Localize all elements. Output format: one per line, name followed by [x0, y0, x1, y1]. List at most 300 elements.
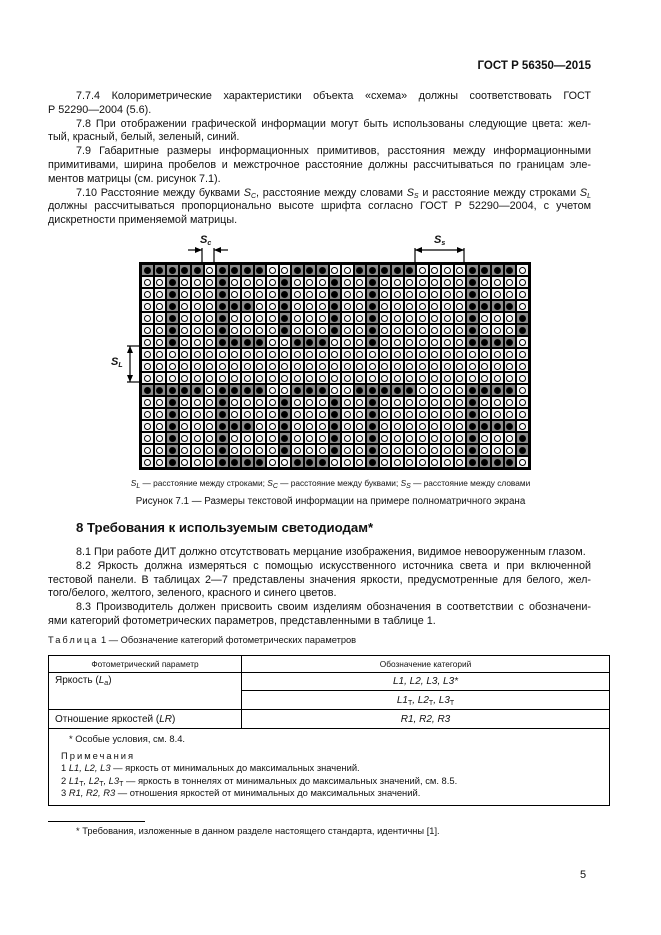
led-off	[179, 324, 192, 336]
page-footnote: * Требования, изложенные в данном разделе настоящего стандарта, идентичны [1].	[76, 826, 440, 836]
led-off	[404, 336, 417, 348]
led-off	[516, 456, 529, 468]
led-dot-icon	[331, 363, 338, 370]
led-dot-icon	[419, 267, 426, 274]
led-off	[141, 288, 154, 300]
led-on	[504, 420, 517, 432]
led-off	[279, 384, 292, 396]
led-dot-icon	[256, 351, 263, 358]
led-off	[304, 312, 317, 324]
led-off	[254, 420, 267, 432]
led-dot-icon	[419, 339, 426, 346]
led-off	[391, 348, 404, 360]
led-on	[166, 324, 179, 336]
led-off	[416, 264, 429, 276]
led-off	[204, 360, 217, 372]
led-off	[441, 372, 454, 384]
led-off	[354, 348, 367, 360]
led-dot-icon	[456, 435, 463, 442]
led-dot-icon	[256, 459, 263, 466]
led-off	[516, 276, 529, 288]
led-dot-icon	[269, 363, 276, 370]
led-on	[316, 264, 329, 276]
led-dot-icon	[381, 363, 388, 370]
led-off	[416, 324, 429, 336]
led-off	[179, 312, 192, 324]
led-dot-icon	[206, 315, 213, 322]
led-on	[466, 384, 479, 396]
led-on	[516, 312, 529, 324]
led-dot-icon	[444, 447, 451, 454]
led-off	[429, 300, 442, 312]
led-off	[441, 264, 454, 276]
led-dot-icon	[431, 411, 438, 418]
led-off	[341, 444, 354, 456]
led-dot-icon	[506, 351, 513, 358]
led-dot-icon	[169, 267, 176, 274]
led-off	[241, 432, 254, 444]
led-dot-icon	[169, 411, 176, 418]
led-dot-icon	[306, 351, 313, 358]
led-dot-icon	[394, 423, 401, 430]
led-on	[354, 264, 367, 276]
led-off	[329, 336, 342, 348]
led-dot-icon	[356, 351, 363, 358]
led-dot-icon	[194, 267, 201, 274]
led-dot-icon	[294, 363, 301, 370]
led-on	[466, 336, 479, 348]
led-on	[154, 384, 167, 396]
led-on	[466, 444, 479, 456]
led-on	[391, 264, 404, 276]
led-off	[391, 288, 404, 300]
led-dot-icon	[456, 411, 463, 418]
led-dot-icon	[519, 351, 526, 358]
led-dot-icon	[456, 279, 463, 286]
led-dot-icon	[144, 291, 151, 298]
led-dot-icon	[306, 459, 313, 466]
led-dot-icon	[519, 399, 526, 406]
table-cell: $L1_T$, $L2_T$, $L3_T$	[242, 691, 610, 710]
led-dot-icon	[469, 339, 476, 346]
led-dot-icon	[256, 435, 263, 442]
led-off	[254, 396, 267, 408]
led-dot-icon	[206, 291, 213, 298]
led-off	[291, 420, 304, 432]
led-off	[179, 444, 192, 456]
led-on	[241, 456, 254, 468]
led-dot-icon	[144, 363, 151, 370]
led-off	[241, 276, 254, 288]
led-off	[254, 408, 267, 420]
led-off	[279, 336, 292, 348]
table-cell: L1, L2, L3, L3*	[242, 673, 610, 691]
led-dot-icon	[206, 459, 213, 466]
led-dot-icon	[444, 399, 451, 406]
led-dot-icon	[219, 315, 226, 322]
led-off	[166, 372, 179, 384]
led-dot-icon	[319, 303, 326, 310]
led-dot-icon	[231, 339, 238, 346]
led-off	[504, 408, 517, 420]
led-dot-icon	[294, 447, 301, 454]
led-off	[416, 288, 429, 300]
led-dot-icon	[406, 363, 413, 370]
led-on	[291, 264, 304, 276]
led-off	[491, 372, 504, 384]
led-dot-icon	[169, 327, 176, 334]
led-dot-icon	[144, 375, 151, 382]
led-dot-icon	[419, 363, 426, 370]
led-off	[304, 432, 317, 444]
led-off	[154, 336, 167, 348]
led-off	[316, 432, 329, 444]
led-off	[516, 288, 529, 300]
led-dot-icon	[156, 339, 163, 346]
led-off	[441, 324, 454, 336]
led-dot-icon	[519, 447, 526, 454]
led-dot-icon	[256, 303, 263, 310]
led-off	[291, 372, 304, 384]
led-off	[141, 348, 154, 360]
led-on	[279, 300, 292, 312]
led-dot-icon	[219, 435, 226, 442]
led-dot-icon	[444, 459, 451, 466]
led-dot-icon	[419, 279, 426, 286]
led-dot-icon	[406, 279, 413, 286]
led-dot-icon	[331, 303, 338, 310]
led-dot-icon	[469, 399, 476, 406]
led-off	[166, 348, 179, 360]
led-dot-icon	[469, 375, 476, 382]
led-off	[379, 444, 392, 456]
symbol-sub: C	[250, 192, 257, 200]
led-off	[266, 396, 279, 408]
led-dot-icon	[369, 363, 376, 370]
led-dot-icon	[294, 375, 301, 382]
led-dot-icon	[369, 351, 376, 358]
led-on	[329, 444, 342, 456]
led-off	[391, 420, 404, 432]
led-dot-icon	[469, 459, 476, 466]
table-row	[49, 673, 610, 691]
led-dot-icon	[194, 291, 201, 298]
led-off	[279, 456, 292, 468]
led-dot-icon	[206, 279, 213, 286]
led-dot-icon	[144, 387, 151, 394]
led-dot-icon	[256, 387, 263, 394]
led-off	[266, 324, 279, 336]
led-off	[154, 444, 167, 456]
led-off	[504, 444, 517, 456]
led-off	[204, 276, 217, 288]
led-dot-icon	[506, 327, 513, 334]
led-dot-icon	[481, 375, 488, 382]
led-on	[304, 264, 317, 276]
led-off	[416, 444, 429, 456]
led-dot-icon	[381, 315, 388, 322]
led-off	[241, 372, 254, 384]
led-off	[329, 384, 342, 396]
led-off	[316, 312, 329, 324]
led-dot-icon	[481, 339, 488, 346]
text-line: 8.1 При работе ДИТ должно отсутствовать мерцание изображения, видимое невооруженным глазом.	[76, 546, 586, 558]
led-off	[404, 348, 417, 360]
led-on	[466, 264, 479, 276]
text-line: 7.8 При отображении графической информации могут быть использованы следующие цвета: жел-	[76, 117, 591, 130]
led-off	[516, 408, 529, 420]
led-off	[266, 276, 279, 288]
led-off	[229, 276, 242, 288]
led-on	[229, 456, 242, 468]
led-on	[366, 312, 379, 324]
led-dot-icon	[506, 387, 513, 394]
led-off	[266, 288, 279, 300]
led-off	[454, 300, 467, 312]
led-dot-icon	[281, 327, 288, 334]
led-dot-icon	[519, 279, 526, 286]
led-dot-icon	[444, 387, 451, 394]
led-dot-icon	[231, 435, 238, 442]
led-dot-icon	[269, 267, 276, 274]
led-dot-icon	[356, 387, 363, 394]
led-off	[341, 420, 354, 432]
led-off	[516, 372, 529, 384]
led-dot-icon	[444, 411, 451, 418]
led-dot-icon	[256, 375, 263, 382]
led-off	[391, 324, 404, 336]
led-off	[154, 324, 167, 336]
led-on	[491, 456, 504, 468]
led-off	[254, 444, 267, 456]
text-line: ями категорий фотометрических параметров, представленными в таблице 1.	[48, 614, 436, 627]
led-dot-icon	[431, 303, 438, 310]
led-on	[241, 336, 254, 348]
led-dot-icon	[194, 459, 201, 466]
led-off	[141, 336, 154, 348]
led-dot-icon	[419, 411, 426, 418]
led-dot-icon	[156, 447, 163, 454]
led-dot-icon	[206, 399, 213, 406]
led-dot-icon	[481, 315, 488, 322]
led-dot-icon	[494, 399, 501, 406]
led-off	[279, 360, 292, 372]
led-off	[341, 432, 354, 444]
led-dot-icon	[319, 435, 326, 442]
led-on	[254, 336, 267, 348]
led-dot-icon	[169, 339, 176, 346]
led-off	[216, 372, 229, 384]
led-dot-icon	[444, 435, 451, 442]
led-on	[154, 264, 167, 276]
led-dot-icon	[406, 399, 413, 406]
symbol: S	[579, 186, 588, 199]
led-off	[379, 360, 392, 372]
led-dot-icon	[394, 339, 401, 346]
led-off	[454, 432, 467, 444]
led-dot-icon	[144, 423, 151, 430]
led-dot-icon	[306, 399, 313, 406]
led-dot-icon	[269, 327, 276, 334]
led-off	[516, 420, 529, 432]
led-dot-icon	[344, 351, 351, 358]
led-dot-icon	[381, 447, 388, 454]
led-dot-icon	[519, 363, 526, 370]
led-dot-icon	[244, 279, 251, 286]
led-on	[504, 336, 517, 348]
led-off	[479, 372, 492, 384]
led-off	[229, 432, 242, 444]
led-dot-icon	[244, 423, 251, 430]
led-off	[341, 372, 354, 384]
led-dot-icon	[219, 279, 226, 286]
led-dot-icon	[231, 303, 238, 310]
led-dot-icon	[406, 303, 413, 310]
led-dot-icon	[231, 423, 238, 430]
led-off	[354, 360, 367, 372]
led-on	[504, 456, 517, 468]
led-dot-icon	[281, 459, 288, 466]
led-on	[216, 300, 229, 312]
led-dot-icon	[431, 291, 438, 298]
led-dot-icon	[156, 291, 163, 298]
led-dot-icon	[319, 279, 326, 286]
table-cell: Яркость $(L_a)$	[49, 673, 242, 710]
led-on	[229, 300, 242, 312]
led-dot-icon	[306, 447, 313, 454]
led-dot-icon	[481, 387, 488, 394]
led-off	[291, 408, 304, 420]
led-dot-icon	[506, 291, 513, 298]
led-off	[179, 336, 192, 348]
led-on	[366, 396, 379, 408]
led-on	[166, 456, 179, 468]
led-on	[166, 276, 179, 288]
led-on	[279, 432, 292, 444]
led-off	[304, 372, 317, 384]
led-dot-icon	[369, 267, 376, 274]
led-off	[304, 324, 317, 336]
led-off	[179, 408, 192, 420]
led-dot-icon	[406, 447, 413, 454]
led-off	[416, 432, 429, 444]
led-off	[491, 276, 504, 288]
led-dot-icon	[306, 387, 313, 394]
led-on	[379, 384, 392, 396]
led-off	[429, 396, 442, 408]
led-dot-icon	[494, 435, 501, 442]
led-off	[204, 300, 217, 312]
table-header-row	[49, 656, 610, 673]
led-dot-icon	[419, 459, 426, 466]
led-off	[354, 432, 367, 444]
led-dot-icon	[394, 327, 401, 334]
led-on	[254, 264, 267, 276]
led-off	[504, 372, 517, 384]
led-off	[291, 432, 304, 444]
led-dot-icon	[406, 291, 413, 298]
led-off	[354, 324, 367, 336]
led-dot-icon	[494, 279, 501, 286]
sl-label: $S_L$	[111, 356, 123, 369]
led-dot-icon	[494, 447, 501, 454]
led-off	[479, 444, 492, 456]
led-off	[454, 264, 467, 276]
led-dot-icon	[406, 411, 413, 418]
led-dot-icon	[494, 267, 501, 274]
led-off	[429, 288, 442, 300]
led-off	[341, 312, 354, 324]
led-dot-icon	[181, 435, 188, 442]
led-dot-icon	[144, 279, 151, 286]
led-dot-icon	[331, 423, 338, 430]
led-off	[404, 420, 417, 432]
led-off	[429, 348, 442, 360]
led-dot-icon	[469, 411, 476, 418]
led-dot-icon	[344, 399, 351, 406]
sc-label: $S_c$	[200, 234, 212, 247]
led-dot-icon	[331, 291, 338, 298]
led-dot-icon	[481, 363, 488, 370]
led-off	[479, 288, 492, 300]
led-dot-icon	[356, 423, 363, 430]
led-dot-icon	[269, 279, 276, 286]
led-on	[291, 456, 304, 468]
led-on	[329, 300, 342, 312]
led-dot-icon	[506, 411, 513, 418]
table-notes-row	[49, 729, 610, 806]
led-on	[241, 420, 254, 432]
led-dot-icon	[331, 375, 338, 382]
led-on	[279, 444, 292, 456]
led-off	[229, 444, 242, 456]
led-on	[479, 456, 492, 468]
led-off	[404, 276, 417, 288]
led-off	[279, 372, 292, 384]
led-off	[304, 300, 317, 312]
led-dot-icon	[144, 303, 151, 310]
led-on	[241, 264, 254, 276]
led-off	[491, 408, 504, 420]
led-dot-icon	[406, 435, 413, 442]
led-off	[379, 276, 392, 288]
led-off	[191, 372, 204, 384]
text-line: тестовой панели. В таблицах 2—7 представлены значения яркости, предусмотренные для белого, жел-	[48, 573, 591, 586]
led-off	[304, 396, 317, 408]
led-on	[291, 384, 304, 396]
led-dot-icon	[294, 351, 301, 358]
led-dot-icon	[319, 459, 326, 466]
led-off	[229, 372, 242, 384]
led-on	[366, 264, 379, 276]
led-off	[391, 432, 404, 444]
led-dot-icon	[231, 411, 238, 418]
led-off	[354, 276, 367, 288]
led-off	[516, 384, 529, 396]
led-dot-icon	[356, 303, 363, 310]
led-on	[354, 384, 367, 396]
table-header: Фотометрический параметр	[49, 656, 242, 673]
led-dot-icon	[369, 399, 376, 406]
led-dot-icon	[469, 291, 476, 298]
led-off	[141, 324, 154, 336]
led-off	[416, 456, 429, 468]
led-off	[291, 348, 304, 360]
led-off	[141, 420, 154, 432]
led-dot-icon	[369, 375, 376, 382]
led-on	[404, 264, 417, 276]
led-dot-icon	[419, 375, 426, 382]
